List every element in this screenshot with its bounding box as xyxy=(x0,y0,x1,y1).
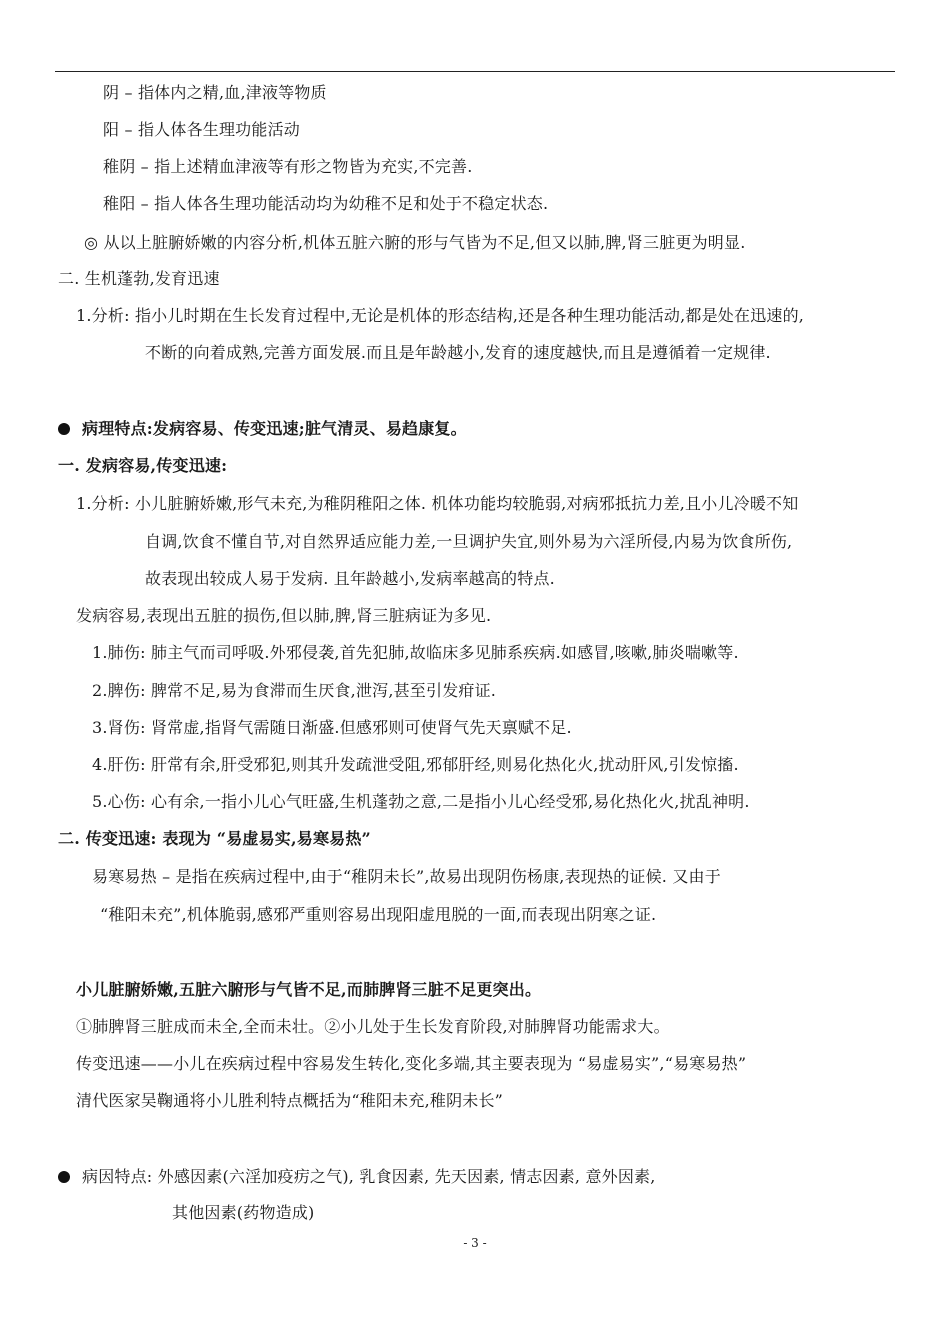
section-heading: 二. 传变迅速: 表现为 “易虚易实,易寒易热” xyxy=(58,829,371,848)
text-line: 1.分析: 指小儿时期在生长发育过程中,无论是机体的形态结构,还是各种生理功能活动,都是处在迅速的, xyxy=(76,306,805,325)
text-line: 稚阳 – 指人体各生理功能活动均为幼稚不足和处于不稳定状态. xyxy=(103,194,549,213)
summary-heading: 小儿脏腑娇嫩,五脏六腑形与气皆不足,而肺脾肾三脏不足更突出。 xyxy=(76,980,542,999)
text-line: ①肺脾肾三脏成而未全,全而未壮。②小儿处于生长发育阶段,对肺脾肾功能需求大。 xyxy=(76,1017,670,1036)
bullet-heading xyxy=(58,418,467,440)
text-line: 自调,饮食不懂自节,对自然界适应能力差,一旦调护失宜,则外易为六淫所侵,内易为饮食所伤, xyxy=(145,532,793,551)
text-line: 清代医家吴鞠通将小儿胜利特点概括为“稚阳未充,稚阴未长” xyxy=(76,1091,504,1110)
text-line: 稚阴 – 指上述精血津液等有形之物皆为充实,不完善. xyxy=(103,157,473,176)
header-rule xyxy=(55,71,895,72)
text-line: 阴 – 指体内之精,血,津液等物质 xyxy=(103,83,327,102)
list-item: 4.肝伤: 肝常有余,肝受邪犯,则其升发疏泄受阻,邪郁肝经,则易化热化火,扰动肝风,引发惊搐. xyxy=(92,755,739,774)
section-heading: 一. 发病容易,传变迅速: xyxy=(58,456,228,475)
text-line: “稚阳未充”,机体脆弱,感邪严重则容易出现阳虚甩脱的一面,而表现出阴寒之证. xyxy=(100,905,657,924)
text-line: 发病容易,表现出五脏的损伤,但以肺,脾,肾三脏病证为多见. xyxy=(76,606,492,625)
text-line: 故表现出较成人易于发病. 且年龄越小,发病率越高的特点. xyxy=(145,569,555,588)
bullet-dot xyxy=(58,423,70,435)
text-line: 1.分析: 小儿脏腑娇嫩,形气未充,为稚阴稚阳之体. 机体功能均较脆弱,对病邪抵抗力差,且小儿冷暖不知 xyxy=(76,494,799,513)
bullet-heading-text: 病理特点:发病容易、传变迅速;脏气清灵、易趋康复。 xyxy=(82,419,467,438)
text-line: 传变迅速——小儿在疾病过程中容易发生转化,变化多端,其主要表现为 “易虚易实”,“易寒易热” xyxy=(76,1054,747,1073)
list-item: 5.心伤: 心有余,一指小儿心气旺盛,生机蓬勃之意,二是指小儿心经受邪,易化热化火,扰乱神明. xyxy=(92,792,750,811)
page-number: - 3 - xyxy=(463,1236,487,1250)
bullet-line-text: 病因特点: 外感因素(六淫加疫疠之气), 乳食因素, 先天因素, 情志因素, 意外因素, xyxy=(82,1167,656,1186)
list-item: 3.肾伤: 肾常虚,指肾气需随日渐盛.但感邪则可使肾气先天禀赋不足. xyxy=(92,718,572,737)
section-heading: 二. 生机蓬勃,发育迅速 xyxy=(58,269,220,288)
text-line: 不断的向着成熟,完善方面发展.而且是年龄越小,发育的速度越快,而且是遵循着一定规律. xyxy=(145,343,771,362)
text-line: 其他因素(药物造成) xyxy=(172,1203,315,1222)
list-item: 2.脾伤: 脾常不足,易为食滞而生厌食,泄泻,甚至引发疳证. xyxy=(92,681,497,700)
bullet-dot xyxy=(58,1171,70,1183)
text-line: ◎ 从以上脏腑娇嫩的内容分析,机体五脏六腑的形与气皆为不足,但又以肺,脾,肾三脏更为明显. xyxy=(84,233,746,252)
text-line: 阳 – 指人体各生理功能活动 xyxy=(103,120,300,139)
text-line: 易寒易热 – 是指在疾病过程中,由于“稚阴未长”,故易出现阴伤杨康,表现热的证候. 又由于 xyxy=(92,867,721,886)
bullet-line xyxy=(58,1166,656,1188)
list-item: 1.肺伤: 肺主气而司呼吸.外邪侵袭,首先犯肺,故临床多见肺系疾病.如感冒,咳嗽,肺炎喘嗽等. xyxy=(92,643,739,662)
